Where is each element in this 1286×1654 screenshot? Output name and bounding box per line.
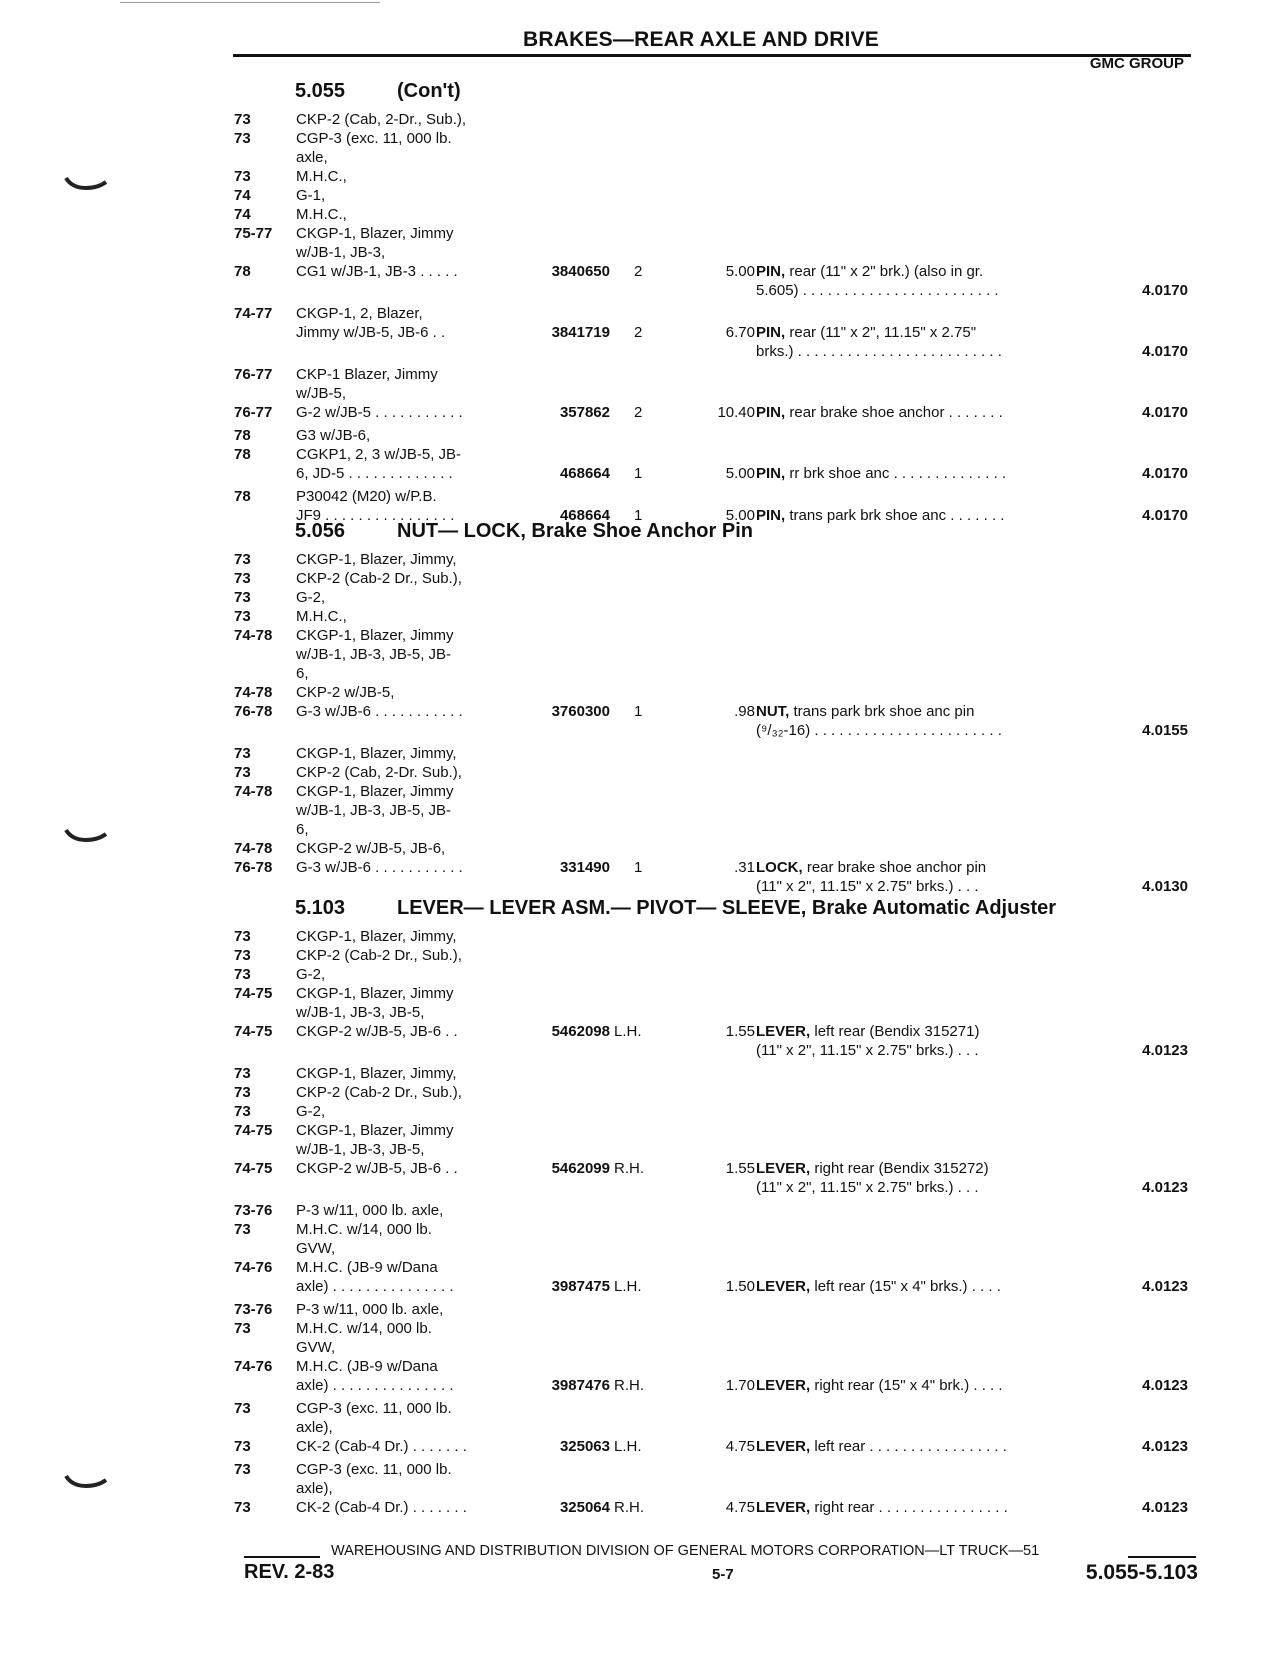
section-title: NUT— LOCK, Brake Shoe Anchor Pin <box>397 520 753 542</box>
list-item <box>0 1159 1286 1178</box>
list-item <box>0 487 1286 506</box>
list-item <box>0 167 1286 186</box>
application: axle) . . . . . . . . . . . . . . . <box>296 1278 454 1295</box>
application: w/JB-1, JB-3, JB-5, <box>296 1004 425 1021</box>
list-price: 1.55 <box>725 1023 755 1040</box>
group-number: 4.0123 <box>1142 1377 1188 1394</box>
quantity: R.H. <box>614 1160 644 1177</box>
application: G-2 w/JB-5 . . . . . . . . . . . <box>296 404 463 421</box>
description <box>756 1159 989 1178</box>
application: 6, <box>296 821 309 838</box>
list-item <box>0 1300 1286 1319</box>
application: G-3 w/JB-6 . . . . . . . . . . . <box>296 703 463 720</box>
description-text: rear (11" x 2", 11.15" x 2.75" <box>785 324 977 341</box>
list-item <box>0 1239 1286 1258</box>
application: CKGP-1, Blazer, Jimmy, <box>296 1065 457 1082</box>
model-year: 74-76 <box>234 1358 273 1375</box>
model-year: 73 <box>234 1221 251 1238</box>
list-price: 1.50 <box>725 1278 755 1295</box>
group-number: 4.0170 <box>1142 404 1188 421</box>
model-year: 73 <box>234 1461 251 1478</box>
application: M.H.C. (JB-9 w/Dana <box>296 1259 438 1276</box>
group-number: 4.0123 <box>1142 1042 1188 1059</box>
list-price: .31 <box>734 859 755 876</box>
list-item <box>0 1102 1286 1121</box>
list-item <box>0 205 1286 224</box>
description <box>756 506 1004 525</box>
model-year: 73 <box>234 551 251 568</box>
description-text: (11" x 2", 11.15" x 2.75" brks.) . . . <box>756 878 979 895</box>
description-keyword: PIN, <box>756 507 786 524</box>
group-number: 4.0123 <box>1142 1179 1188 1196</box>
list-item <box>0 186 1286 205</box>
list-item <box>0 445 1286 464</box>
quantity: L.H. <box>614 1023 642 1040</box>
application: CKGP-1, Blazer, Jimmy, <box>296 551 457 568</box>
application: CKP-2 (Cab-2 Dr., Sub.), <box>296 1084 462 1101</box>
list-item <box>0 464 1286 483</box>
description <box>756 1022 979 1041</box>
description <box>756 403 1003 422</box>
model-year: 73 <box>234 608 251 625</box>
model-year: 73 <box>234 947 251 964</box>
part-number: 3987475 <box>551 1278 610 1295</box>
application: w/JB-1, JB-3, <box>296 244 386 261</box>
application: G-3 w/JB-6 . . . . . . . . . . . <box>296 859 463 876</box>
description <box>756 1041 979 1060</box>
application: P-3 w/11, 000 lb. axle, <box>296 1301 444 1318</box>
description <box>756 1178 979 1197</box>
list-price: 4.75 <box>725 1499 755 1516</box>
model-year: 73-76 <box>234 1202 273 1219</box>
list-item <box>0 129 1286 148</box>
application: CKP-2 (Cab-2 Dr., Sub.), <box>296 947 462 964</box>
description-text: trans park brk shoe anc pin <box>789 703 975 720</box>
application: axle), <box>296 1419 333 1436</box>
group-number: 4.0130 <box>1142 878 1188 895</box>
list-price: 5.00 <box>725 263 755 280</box>
application: CKGP-1, Blazer, Jimmy, <box>296 745 457 762</box>
application: w/JB-1, JB-3, JB-5, <box>296 1141 425 1158</box>
model-year: 74-78 <box>234 840 273 857</box>
list-item <box>0 645 1286 664</box>
description-keyword: LEVER, <box>756 1499 811 1516</box>
model-year: 74-75 <box>234 1160 273 1177</box>
list-item <box>0 1338 1286 1357</box>
list-item <box>0 365 1286 384</box>
group-number: 4.0170 <box>1142 465 1188 482</box>
application: G-2, <box>296 589 326 606</box>
list-item <box>0 224 1286 243</box>
description <box>756 877 979 896</box>
list-item <box>0 1041 1286 1060</box>
model-year: 73 <box>234 1438 251 1455</box>
model-year: 74-78 <box>234 684 273 701</box>
application: axle) . . . . . . . . . . . . . . . <box>296 1377 454 1394</box>
list-item <box>0 1064 1286 1083</box>
list-price: .98 <box>734 703 755 720</box>
group-number: 4.0170 <box>1142 507 1188 524</box>
part-number: 5462098 <box>551 1023 610 1040</box>
list-item <box>0 569 1286 588</box>
application: CGP-3 (exc. 11, 000 lb. <box>296 1461 452 1478</box>
quantity: 1 <box>634 703 643 720</box>
description-keyword: PIN, <box>756 263 786 280</box>
application: P30042 (M20) w/P.B. <box>296 488 437 505</box>
description <box>756 342 1002 361</box>
list-item <box>0 877 1286 896</box>
application: CKGP-1, Blazer, Jimmy <box>296 783 454 800</box>
list-item <box>0 384 1286 403</box>
list-item <box>0 550 1286 569</box>
application: CKGP-1, Blazer, Jimmy, <box>296 928 457 945</box>
list-item <box>0 281 1286 300</box>
list-item <box>0 744 1286 763</box>
description-keyword: LEVER, <box>756 1278 811 1295</box>
description-text: left rear (15" x 4" brks.) . . . . <box>810 1278 1001 1295</box>
list-price: 10.40 <box>717 404 755 421</box>
description-keyword: LOCK, <box>756 859 803 876</box>
list-item <box>0 1479 1286 1498</box>
list-item <box>0 1277 1286 1296</box>
description-keyword: NUT, <box>756 703 790 720</box>
part-number: 3760300 <box>551 703 610 720</box>
description-text: (11" x 2", 11.15" x 2.75" brks.) . . . <box>756 1179 979 1196</box>
group-number: 4.0123 <box>1142 1278 1188 1295</box>
model-year: 75-77 <box>234 225 273 242</box>
part-number: 325064 <box>559 1499 610 1516</box>
model-year: 73 <box>234 1103 251 1120</box>
list-item <box>0 626 1286 645</box>
section-heading <box>295 520 753 543</box>
list-item <box>0 1083 1286 1102</box>
application: CGP-3 (exc. 11, 000 lb. <box>296 1400 452 1417</box>
list-item <box>0 426 1286 445</box>
model-year: 73 <box>234 1084 251 1101</box>
description-text: (11" x 2", 11.15" x 2.75" brks.) . . . <box>756 1042 979 1059</box>
list-price: 5.00 <box>725 465 755 482</box>
list-item <box>0 946 1286 965</box>
title-rule <box>233 54 1191 57</box>
description <box>756 1498 1008 1517</box>
group-number: 4.0123 <box>1142 1499 1188 1516</box>
list-item <box>0 702 1286 721</box>
part-number: 357862 <box>559 404 610 421</box>
application: w/JB-5, <box>296 385 347 402</box>
quantity: 2 <box>634 324 643 341</box>
section-number: 5.103 <box>295 897 346 919</box>
model-year: 73 <box>234 966 251 983</box>
model-year: 78 <box>234 446 251 463</box>
application: 6, <box>296 665 309 682</box>
application: M.H.C. w/14, 000 lb. <box>296 1320 432 1337</box>
application: M.H.C., <box>296 168 347 185</box>
description-text: rear (11" x 2" brk.) (also in gr. <box>785 263 984 280</box>
part-number: 3841719 <box>551 324 610 341</box>
section-title: LEVER— LEVER ASM.— PIVOT— SLEEVE, Brake Automatic Adjuster <box>397 897 1057 919</box>
list-item <box>0 1399 1286 1418</box>
model-year: 74-77 <box>234 305 273 322</box>
footer-rule <box>244 1556 320 1558</box>
footer-revision: REV. 2-83 <box>244 1561 335 1583</box>
group-number: 4.0123 <box>1142 1438 1188 1455</box>
application: CKP-1 Blazer, Jimmy <box>296 366 438 383</box>
part-number: 325063 <box>559 1438 610 1455</box>
application: M.H.C. (JB-9 w/Dana <box>296 1358 438 1375</box>
description-keyword: LEVER, <box>756 1377 811 1394</box>
application: CG1 w/JB-1, JB-3 . . . . . <box>296 263 458 280</box>
list-item <box>0 243 1286 262</box>
part-number: 331490 <box>559 859 610 876</box>
part-number: 468664 <box>559 507 610 524</box>
description <box>756 1277 1001 1296</box>
application: G-2, <box>296 1103 326 1120</box>
application: G-1, <box>296 187 326 204</box>
group-number: 4.0155 <box>1142 722 1188 739</box>
section-heading <box>295 80 461 103</box>
description-text: rear brake shoe anchor pin <box>802 859 987 876</box>
description-text: rear brake shoe anchor . . . . . . . <box>785 404 1003 421</box>
application: CKGP-1, 2, Blazer, <box>296 305 423 322</box>
quantity: 1 <box>634 465 643 482</box>
footer-page-number: 5-7 <box>712 1566 734 1583</box>
model-year: 73 <box>234 570 251 587</box>
description <box>756 702 974 721</box>
application: CKP-2 (Cab, 2-Dr., Sub.), <box>296 111 467 128</box>
model-year: 76-77 <box>234 404 273 421</box>
footer-division: WAREHOUSING AND DISTRIBUTION DIVISION OF GENERAL MOTORS CORPORATION—LT TRUCK—51 <box>331 1543 1040 1559</box>
application: JF9 . . . . . . . . . . . . . . . . <box>296 507 455 524</box>
quantity: L.H. <box>614 1278 642 1295</box>
list-item <box>0 984 1286 1003</box>
model-year: 73 <box>234 1400 251 1417</box>
list-item <box>0 1140 1286 1159</box>
list-item <box>0 1460 1286 1479</box>
description <box>756 464 1006 483</box>
model-year: 73 <box>234 745 251 762</box>
application: CKP-2 (Cab-2 Dr., Sub.), <box>296 570 462 587</box>
list-item <box>0 965 1286 984</box>
model-year: 73 <box>234 1065 251 1082</box>
footer-rule <box>1128 1556 1196 1558</box>
list-item <box>0 1437 1286 1456</box>
list-item <box>0 1178 1286 1197</box>
section-number: 5.056 <box>295 520 346 542</box>
quantity: R.H. <box>614 1499 644 1516</box>
application: CKGP-1, Blazer, Jimmy <box>296 985 454 1002</box>
application: M.H.C., <box>296 608 347 625</box>
application: w/JB-1, JB-3, JB-5, JB- <box>296 802 452 819</box>
model-year: 76-77 <box>234 366 273 383</box>
description <box>756 1376 1003 1395</box>
list-item <box>0 1418 1286 1437</box>
group-number: 4.0170 <box>1142 343 1188 360</box>
footer-section-range: 5.055-5.103 <box>1085 1561 1198 1584</box>
list-item <box>0 839 1286 858</box>
list-item <box>0 323 1286 342</box>
description-text: right rear (15" x 4" brk.) . . . . <box>810 1377 1003 1394</box>
list-item <box>0 1357 1286 1376</box>
model-year: 76-78 <box>234 703 273 720</box>
quantity: 1 <box>634 859 643 876</box>
list-item <box>0 342 1286 361</box>
model-year: 74 <box>234 187 251 204</box>
quantity: R.H. <box>614 1377 644 1394</box>
group-number: 4.0170 <box>1142 282 1188 299</box>
list-item <box>0 858 1286 877</box>
list-item <box>0 1121 1286 1140</box>
list-price: 6.70 <box>725 324 755 341</box>
list-item <box>0 721 1286 740</box>
application: CK-2 (Cab-4 Dr.) . . . . . . . <box>296 1499 467 1516</box>
description <box>756 721 1002 740</box>
application: G3 w/JB-6, <box>296 427 371 444</box>
application: CKGP-2 w/JB-5, JB-6, <box>296 840 446 857</box>
application: Jimmy w/JB-5, JB-6 . . <box>296 324 446 341</box>
list-item <box>0 763 1286 782</box>
list-item <box>0 304 1286 323</box>
application: 6, JD-5 . . . . . . . . . . . . . <box>296 465 453 482</box>
application: axle, <box>296 149 328 166</box>
application: CGP-3 (exc. 11, 000 lb. <box>296 130 452 147</box>
model-year: 73 <box>234 130 251 147</box>
description <box>756 281 999 300</box>
model-year: 73 <box>234 1499 251 1516</box>
section-number: 5.055 <box>295 80 346 102</box>
model-year: 74 <box>234 206 251 223</box>
model-year: 73-76 <box>234 1301 273 1318</box>
application: axle), <box>296 1480 333 1497</box>
model-year: 74-76 <box>234 1259 273 1276</box>
page-title: BRAKES—REAR AXLE AND DRIVE <box>523 28 880 51</box>
list-price: 1.55 <box>725 1160 755 1177</box>
application: CK-2 (Cab-4 Dr.) . . . . . . . <box>296 1438 467 1455</box>
description <box>756 262 983 281</box>
description-text: right rear (Bendix 315272) <box>810 1160 989 1177</box>
list-item <box>0 1220 1286 1239</box>
model-year: 78 <box>234 263 251 280</box>
list-item <box>0 262 1286 281</box>
model-year: 73 <box>234 764 251 781</box>
model-year: 74-75 <box>234 1122 273 1139</box>
list-item <box>0 148 1286 167</box>
description-keyword: LEVER, <box>756 1438 811 1455</box>
model-year: 74-78 <box>234 627 273 644</box>
model-year: 76-78 <box>234 859 273 876</box>
description-keyword: PIN, <box>756 465 786 482</box>
application: w/JB-1, JB-3, JB-5, JB- <box>296 646 452 663</box>
model-year: 73 <box>234 928 251 945</box>
description-text: (⁹/₃₂-16) . . . . . . . . . . . . . . . . . . . . . . . <box>756 722 1002 739</box>
description-text: brks.) . . . . . . . . . . . . . . . . . . . . . . . . . <box>756 343 1002 360</box>
description <box>756 858 986 877</box>
list-item <box>0 801 1286 820</box>
list-item <box>0 782 1286 801</box>
list-item <box>0 820 1286 839</box>
model-year: 73 <box>234 111 251 128</box>
model-year: 74-75 <box>234 985 273 1002</box>
list-price: 1.70 <box>725 1377 755 1394</box>
model-year: 73 <box>234 589 251 606</box>
list-price: 5.00 <box>725 507 755 524</box>
application: CGKP1, 2, 3 w/JB-5, JB- <box>296 446 462 463</box>
list-price: 4.75 <box>725 1438 755 1455</box>
quantity: 1 <box>634 507 643 524</box>
list-item <box>0 664 1286 683</box>
quantity: L.H. <box>614 1438 642 1455</box>
description-text: left rear . . . . . . . . . . . . . . . . . <box>810 1438 1007 1455</box>
list-item <box>0 927 1286 946</box>
list-item <box>0 1498 1286 1517</box>
list-item <box>0 1319 1286 1338</box>
description-keyword: PIN, <box>756 404 786 421</box>
description-text: rr brk shoe anc . . . . . . . . . . . . . . <box>785 465 1007 482</box>
application: G-2, <box>296 966 326 983</box>
application: CKGP-1, Blazer, Jimmy <box>296 225 454 242</box>
model-year: 78 <box>234 488 251 505</box>
list-item <box>0 1003 1286 1022</box>
description-keyword: PIN, <box>756 324 786 341</box>
application: M.H.C. w/14, 000 lb. <box>296 1221 432 1238</box>
application: CKP-2 w/JB-5, <box>296 684 395 701</box>
description <box>756 1437 1007 1456</box>
description-text: left rear (Bendix 315271) <box>810 1023 980 1040</box>
description-text: right rear . . . . . . . . . . . . . . . . <box>810 1499 1008 1516</box>
application: P-3 w/11, 000 lb. axle, <box>296 1202 444 1219</box>
description <box>756 323 976 342</box>
application: CKGP-2 w/JB-5, JB-6 . . <box>296 1160 458 1177</box>
part-number: 3987476 <box>551 1377 610 1394</box>
description-keyword: LEVER, <box>756 1160 811 1177</box>
part-number: 468664 <box>559 465 610 482</box>
model-year: 74-75 <box>234 1023 273 1040</box>
list-item <box>0 1022 1286 1041</box>
model-year: 73 <box>234 1320 251 1337</box>
section-heading <box>295 897 1056 920</box>
model-year: 78 <box>234 427 251 444</box>
description-text: trans park brk shoe anc . . . . . . . <box>785 507 1005 524</box>
list-item <box>0 1201 1286 1220</box>
list-item <box>0 1376 1286 1395</box>
section-title: (Con't) <box>397 80 461 102</box>
list-item <box>0 403 1286 422</box>
description-keyword: LEVER, <box>756 1023 811 1040</box>
list-item <box>0 607 1286 626</box>
application: M.H.C., <box>296 206 347 223</box>
application: GVW, <box>296 1339 336 1356</box>
scan-top-rule <box>120 2 380 3</box>
application: CKGP-1, Blazer, Jimmy <box>296 1122 454 1139</box>
application: CKP-2 (Cab, 2-Dr. Sub.), <box>296 764 462 781</box>
quantity: 2 <box>634 404 643 421</box>
description-text: 5.605) . . . . . . . . . . . . . . . . . . . . . . . . <box>756 282 999 299</box>
application: CKGP-1, Blazer, Jimmy <box>296 627 454 644</box>
list-item <box>0 110 1286 129</box>
application: GVW, <box>296 1240 336 1257</box>
part-number: 3840650 <box>551 263 610 280</box>
group-label: GMC GROUP <box>1089 55 1184 72</box>
model-year: 74-78 <box>234 783 273 800</box>
model-year: 73 <box>234 168 251 185</box>
quantity: 2 <box>634 263 643 280</box>
part-number: 5462099 <box>551 1160 610 1177</box>
application: CKGP-2 w/JB-5, JB-6 . . <box>296 1023 458 1040</box>
list-item <box>0 588 1286 607</box>
list-item <box>0 683 1286 702</box>
list-item <box>0 1258 1286 1277</box>
